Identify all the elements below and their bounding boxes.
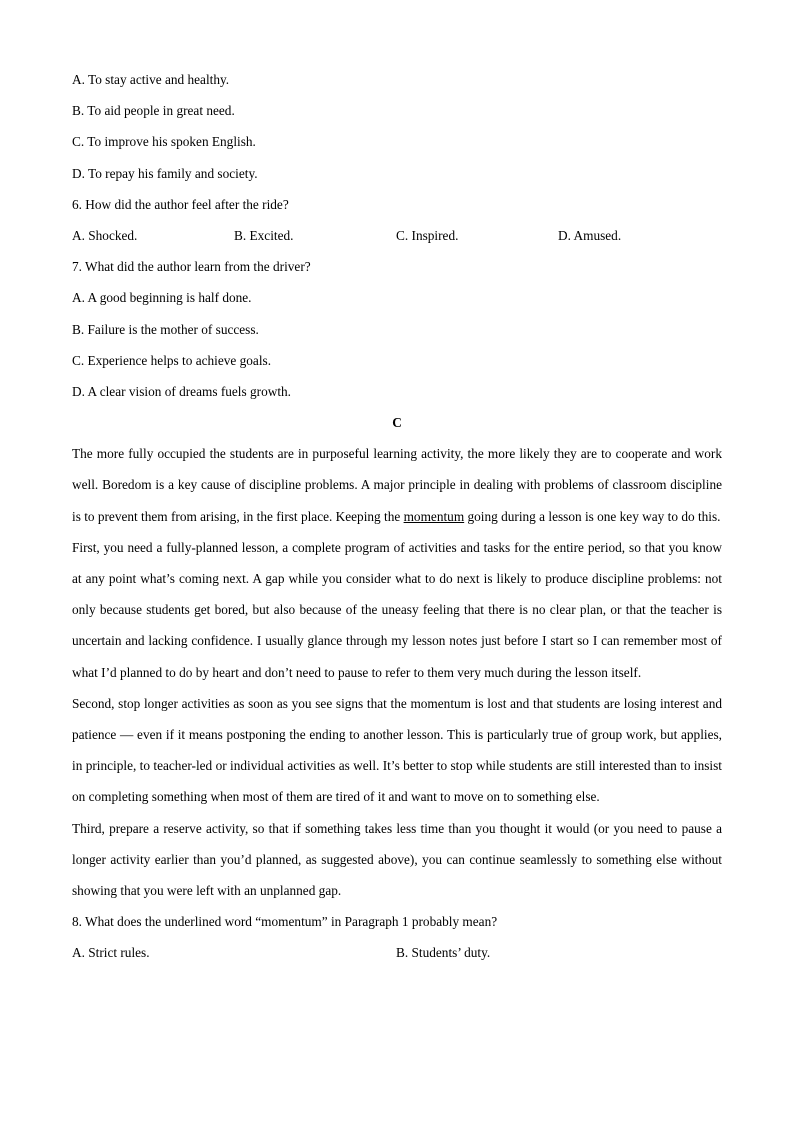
passage-paragraph-4: Third, prepare a reserve activity, so that if something takes less time than you thought it would (or you need to pause a longer activity earlier than you’d planned, as suggested above), you can continue seamlessly to something else without showing that you were left with an unplanned gap.: [72, 820, 722, 899]
q7-option-a: A. A good beginning is half done.: [72, 290, 252, 306]
q5-option-b: B. To aid people in great need.: [72, 103, 235, 119]
q8-option-b: B. Students’ duty.: [396, 945, 491, 961]
q6-option-d: D. Amused.: [558, 227, 622, 243]
section-title: C: [392, 415, 402, 431]
p1-text-before: The more fully occupied the students are in purposeful learning activity, the more likely they are to cooperate and work well. Boredom is a key cause of discipline problems. A major principle in dealing with problems of classroom discipline is to prevent them from arising, in the first place. Keeping the: [72, 446, 722, 524]
q6-option-c: C. Inspired.: [396, 227, 459, 243]
q8-question: 8. What does the underlined word “momentum” in Paragraph 1 probably mean?: [72, 914, 498, 930]
q6-question: 6. How did the author feel after the ride?: [72, 196, 289, 212]
passage-paragraph-3: Second, stop longer activities as soon as you see signs that the momentum is lost and that students are losing interest and patience — even if it means postponing the ending to another lesson. This is particularly true of group work, but applies, in principle, to teacher-led or individual activities as well. It’s better to stop while students are still interested than to insist on completing something when most of them are tired of it and want to move on to something else.: [72, 695, 722, 805]
q6-option-a: A. Shocked.: [72, 227, 138, 243]
q8-options: [72, 937, 722, 968]
q7-option-b: B. Failure is the mother of success.: [72, 321, 259, 337]
q6-option-b: B. Excited.: [234, 227, 294, 243]
q5-option-d: D. To repay his family and society.: [72, 165, 258, 181]
q7-option-d: D. A clear vision of dreams fuels growth.: [72, 383, 291, 399]
passage-paragraph-1: [72, 438, 722, 532]
q5-option-c: C. To improve his spoken English.: [72, 134, 256, 150]
passage-paragraph-2: First, you need a fully-planned lesson, a complete program of activities and tasks for the entire period, so that you know at any point what’s coming next. A gap while you consider what to do next is likely to produce discipline problems: not only because students get bored, but also because of the uneasy feeling that there is no clear plan, or that the teacher is uncertain and lacking confidence. I usually glance through my lesson notes just before I start so I can remember most of what I’d planned to do by heart and don’t need to pause to refer to them very much during the lesson itself.: [72, 539, 722, 680]
q5-option-a: A. To stay active and healthy.: [72, 72, 230, 87]
exam-page: [72, 64, 722, 969]
q8-option-a: A. Strict rules.: [72, 945, 150, 961]
q7-question: 7. What did the author learn from the driver?: [72, 259, 311, 275]
p1-text-after: going during a lesson is one key way to do this.: [464, 508, 721, 524]
underlined-word: momentum: [403, 508, 465, 524]
q6-options: [72, 220, 722, 251]
q7-option-c: C. Experience helps to achieve goals.: [72, 352, 272, 368]
